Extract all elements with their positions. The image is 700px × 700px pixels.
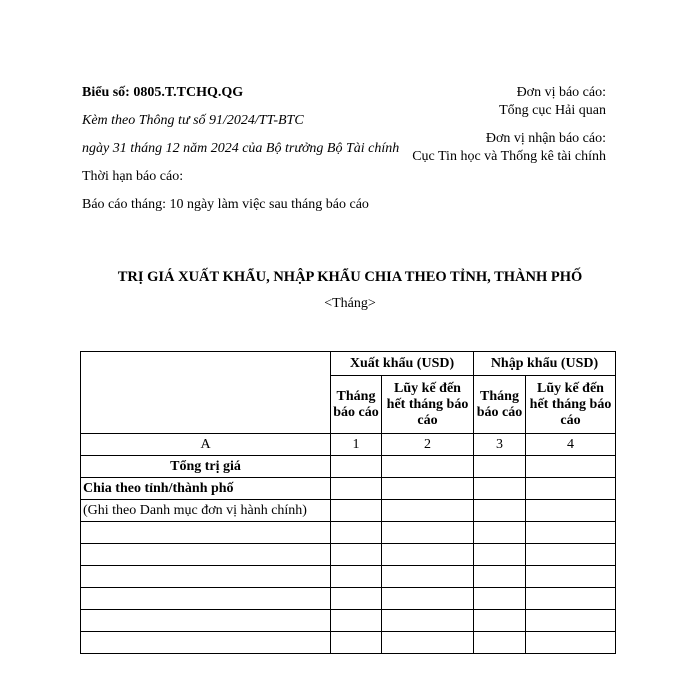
header-blank-cell	[81, 352, 331, 434]
export-group-header: Xuất khẩu (USD)	[331, 352, 474, 376]
table-row	[81, 632, 616, 654]
deadline-label: Thời hạn báo cáo:	[82, 169, 184, 184]
report-info-right	[406, 84, 606, 166]
table-row	[81, 610, 616, 632]
table-row	[81, 588, 616, 610]
import-group-header: Nhập khẩu (USD)	[474, 352, 616, 376]
report-info-left	[82, 84, 412, 224]
report-table	[80, 351, 616, 654]
table-row	[81, 566, 616, 588]
reporting-unit: Tổng cục Hải quan	[499, 103, 606, 118]
table-row	[81, 500, 616, 522]
table-row	[81, 456, 616, 478]
column-code-3: 3	[474, 434, 526, 456]
column-code-a: A	[81, 434, 331, 456]
import-month-header: Tháng báo cáo	[474, 376, 526, 434]
table-row	[81, 522, 616, 544]
receiving-unit-label: Đơn vị nhận báo cáo:	[485, 131, 606, 146]
attached-circular: Kèm theo Thông tư số 91/2024/TT-BTC	[82, 113, 304, 128]
form-number: Biểu số: 0805.T.TCHQ.QG	[82, 85, 244, 100]
row-label-by-province: Chia theo tỉnh/thành phố	[81, 478, 331, 500]
column-code-4: 4	[526, 434, 616, 456]
row-label-note: (Ghi theo Danh mục đơn vị hành chính)	[81, 500, 331, 522]
report-subtitle: <Tháng>	[324, 296, 376, 311]
receiving-unit: Cục Tin học và Thống kê tài chính	[412, 149, 606, 164]
report-title: TRỊ GIÁ XUẤT KHẨU, NHẬP KHẨU CHIA THEO TỈNH, THÀNH PHỐ	[117, 269, 583, 285]
column-code-1: 1	[331, 434, 382, 456]
deadline-value: Báo cáo tháng: 10 ngày làm việc sau tháng báo cáo	[82, 197, 369, 212]
column-code-2: 2	[382, 434, 474, 456]
issuing-authority: ngày 31 tháng 12 năm 2024 của Bộ trưởng Bộ Tài chính	[82, 141, 400, 156]
import-cumulative-header: Lũy kế đến hết tháng báo cáo	[526, 376, 616, 434]
table-row	[81, 544, 616, 566]
table-row	[81, 478, 616, 500]
reporting-unit-label: Đơn vị báo cáo:	[516, 85, 606, 100]
row-label-total: Tổng trị giá	[81, 456, 331, 478]
export-cumulative-header: Lũy kế đến hết tháng báo cáo	[382, 376, 474, 434]
export-month-header: Tháng báo cáo	[331, 376, 382, 434]
